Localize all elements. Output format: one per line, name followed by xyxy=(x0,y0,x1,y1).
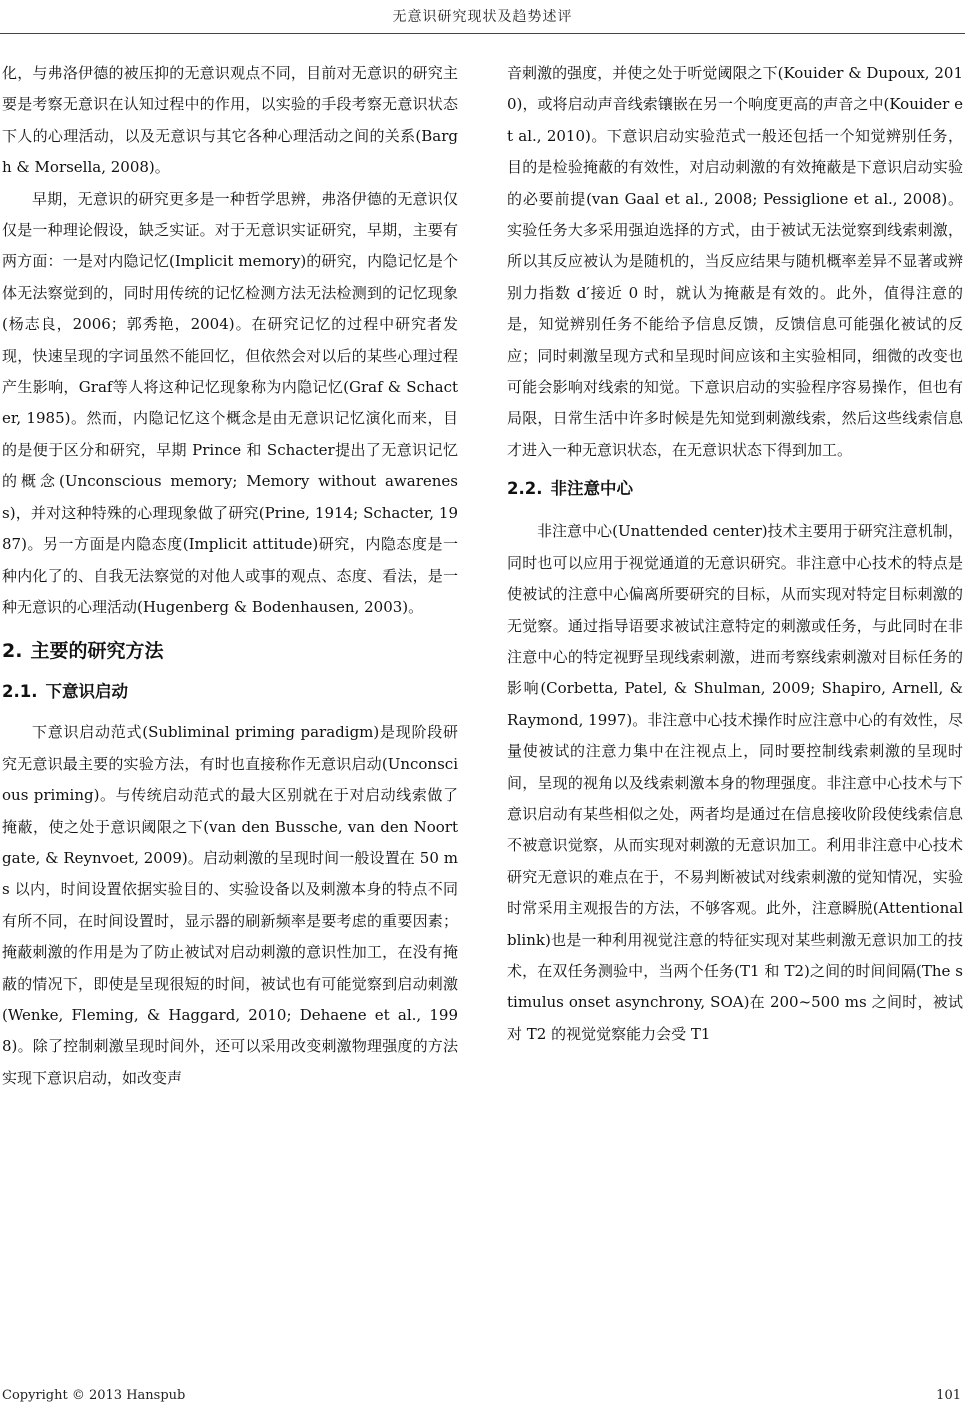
paragraph-unattended-center: 非注意中心(Unattended center)技术主要用于研究注意机制，同时也可以应用于视觉通道的无意识研究。非注意中心技术的特点是使被试的注意中心偏离所要研究的目标，从而实现对特定目标刺激的无觉察。通过指导语要求被试注意特定的刺激或任务，与此同时在非注意中心的特定视野呈现线索刺激，进而考察线索刺激对目标任务的影响(Corbetta, Patel, & Shulman, 2009; Shapiro, Arnell, & Raymond, 1997)。非注意中心技术操作时应注意中心的有效性，尽量使被试的注意力集中在注视点上，同时要控制线索刺激的呈现时间，呈现的视角以及线索刺激本身的物理强度。非注意中心技术与下意识启动有某些相似之处，两者均是通过在信息接收阶段使线索信息不被意识觉察，从而实现对刺激的无意识加工。利用非注意中心技术研究无意识的难点在于，不易判断被试对线索刺激的觉知情况，实验时常采用主观报告的方法，不够客观。此外，注意瞬脱(Attentional blink)也是一种利用视觉注意的特征实现对某些刺激无意识加工的技术，在双任务测验中，当两个任务(T1 和 T2)之间的时间间隔(The stimulus onset asynchrony, SOA)在 200~500 ms 之间时，被试对 T2 的视觉觉察能力会受 T1 xyxy=(507,522,963,1043)
paragraph-continued: 化，与弗洛伊德的被压抑的无意识观点不同，目前对无意识的研究主要是考察无意识在认知过程中的作用，以实验的手段考察无意识状态下人的心理活动，以及无意识与其它各种心理活动之间的关系(Bargh & Morsella, 2008)。 xyxy=(2,64,458,177)
section-number: 2. xyxy=(2,640,23,663)
subsection-number: 2.2. xyxy=(507,479,543,499)
subsection-title: 下意识启动 xyxy=(45,682,128,702)
left-column xyxy=(2,58,458,1094)
paragraph-subliminal-priming: 下意识启动范式(Subliminal priming paradigm)是现阶段研究无意识最主要的实验方法，有时也直接称作无意识启动(Unconscious priming)。与传统启动范式的最大区别就在于对启动线索做了掩蔽，使之处于意识阈限之下(van den Bussche, van den Noortgate, & Reynvoet, 2009)。启动刺激的呈现时间一般设置在 50 ms 以内，时间设置依据实验目的、实验设备以及刺激本身的特点不同有所不同，在时间设置时，显示器的刷新频率是要考虑的重要因素；掩蔽刺激的作用是为了防止被试对启动刺激的意识性加工，在没有掩蔽的情况下，即使是呈现很短的时间，被试也有可能觉察到启动刺激(Wenke, Fleming, & Haggard, 2010; Dehaene et al., 1998)。除了控制刺激呈现时间外，还可以采用改变刺激物理强度的方法实现下意识启动，如改变声 xyxy=(2,723,458,1087)
subsection-heading-2-1 xyxy=(2,679,458,705)
right-column xyxy=(507,58,963,1050)
subsection-title: 非注意中心 xyxy=(550,479,633,499)
section-title: 主要的研究方法 xyxy=(30,640,164,663)
paragraph-priming-continued: 音刺激的强度，并使之处于听觉阈限之下(Kouider & Dupoux, 2010)，或将启动声音线索镶嵌在另一个响度更高的声音之中(Kouider et al., 2010)。下意识启动实验范式一般还包括一个知觉辨别任务，目的是检验掩蔽的有效性，对启动刺激的有效掩蔽是下意识启动实验的必要前提(van Gaal et al., 2008; Pessiglione et al., 2008)。实验任务大多采用强迫选择的方式，由于被试无法觉察到线索刺激，所以其反应被认为是随机的，当反应结果与随机概率差异不显著或辨别力指数 d′接近 0 时，就认为掩蔽是有效的。此外，值得注意的是，知觉辨别任务不能给予信息反馈，反馈信息可能强化被试的反应；同时刺激呈现方式和呈现时间应该和主实验相同，细微的改变也可能会影响对线索的知觉。下意识启动的实验程序容易操作，但也有局限，日常生活中许多时候是先知觉到刺激线索，然后这些线索信息才进入一种无意识状态，在无意识状态下得到加工。 xyxy=(507,64,963,459)
footer-page-number: 101 xyxy=(936,1388,961,1403)
subsection-number: 2.1. xyxy=(2,682,38,702)
section-heading-2 xyxy=(2,637,458,665)
footer-copyright: Copyright © 2013 Hanspub xyxy=(2,1388,186,1403)
header-rule xyxy=(0,33,965,34)
running-head-title: 无意识研究现状及趋势述评 xyxy=(392,9,573,25)
paragraph-early-research: 早期，无意识的研究更多是一种哲学思辨，弗洛伊德的无意识仅仅是一种理论假设，缺乏实证。对于无意识实证研究，早期，主要有两方面：一是对内隐记忆(Implicit memory)的研究，内隐记忆是个体无法察觉到的，同时用传统的记忆检测方法无法检测到的记忆现象(杨志良，2006；郭秀艳，2004)。在研究记忆的过程中研究者发现，快速呈现的字词虽然不能回忆，但依然会对以后的某些心理过程产生影响，Graf等人将这种记忆现象称为内隐记忆(Graf & Schacter, 1985)。然而，内隐记忆这个概念是由无意识记忆演化而来，目的是便于区分和研究，早期 Prince 和 Schacter提出了无意识记忆的概念(Unconscious memory; Memory without awareness)，并对这种特殊的心理现象做了研究(Prine, 1914; Schacter, 1987)。另一方面是内隐态度(Implicit attitude)研究，内隐态度是一种内化了的、自我无法察觉的对他人或事的观点、态度、看法，是一种无意识的心理活动(Hugenberg & Bodenhausen, 2003)。 xyxy=(2,189,458,616)
subsection-heading-2-2 xyxy=(507,476,963,502)
